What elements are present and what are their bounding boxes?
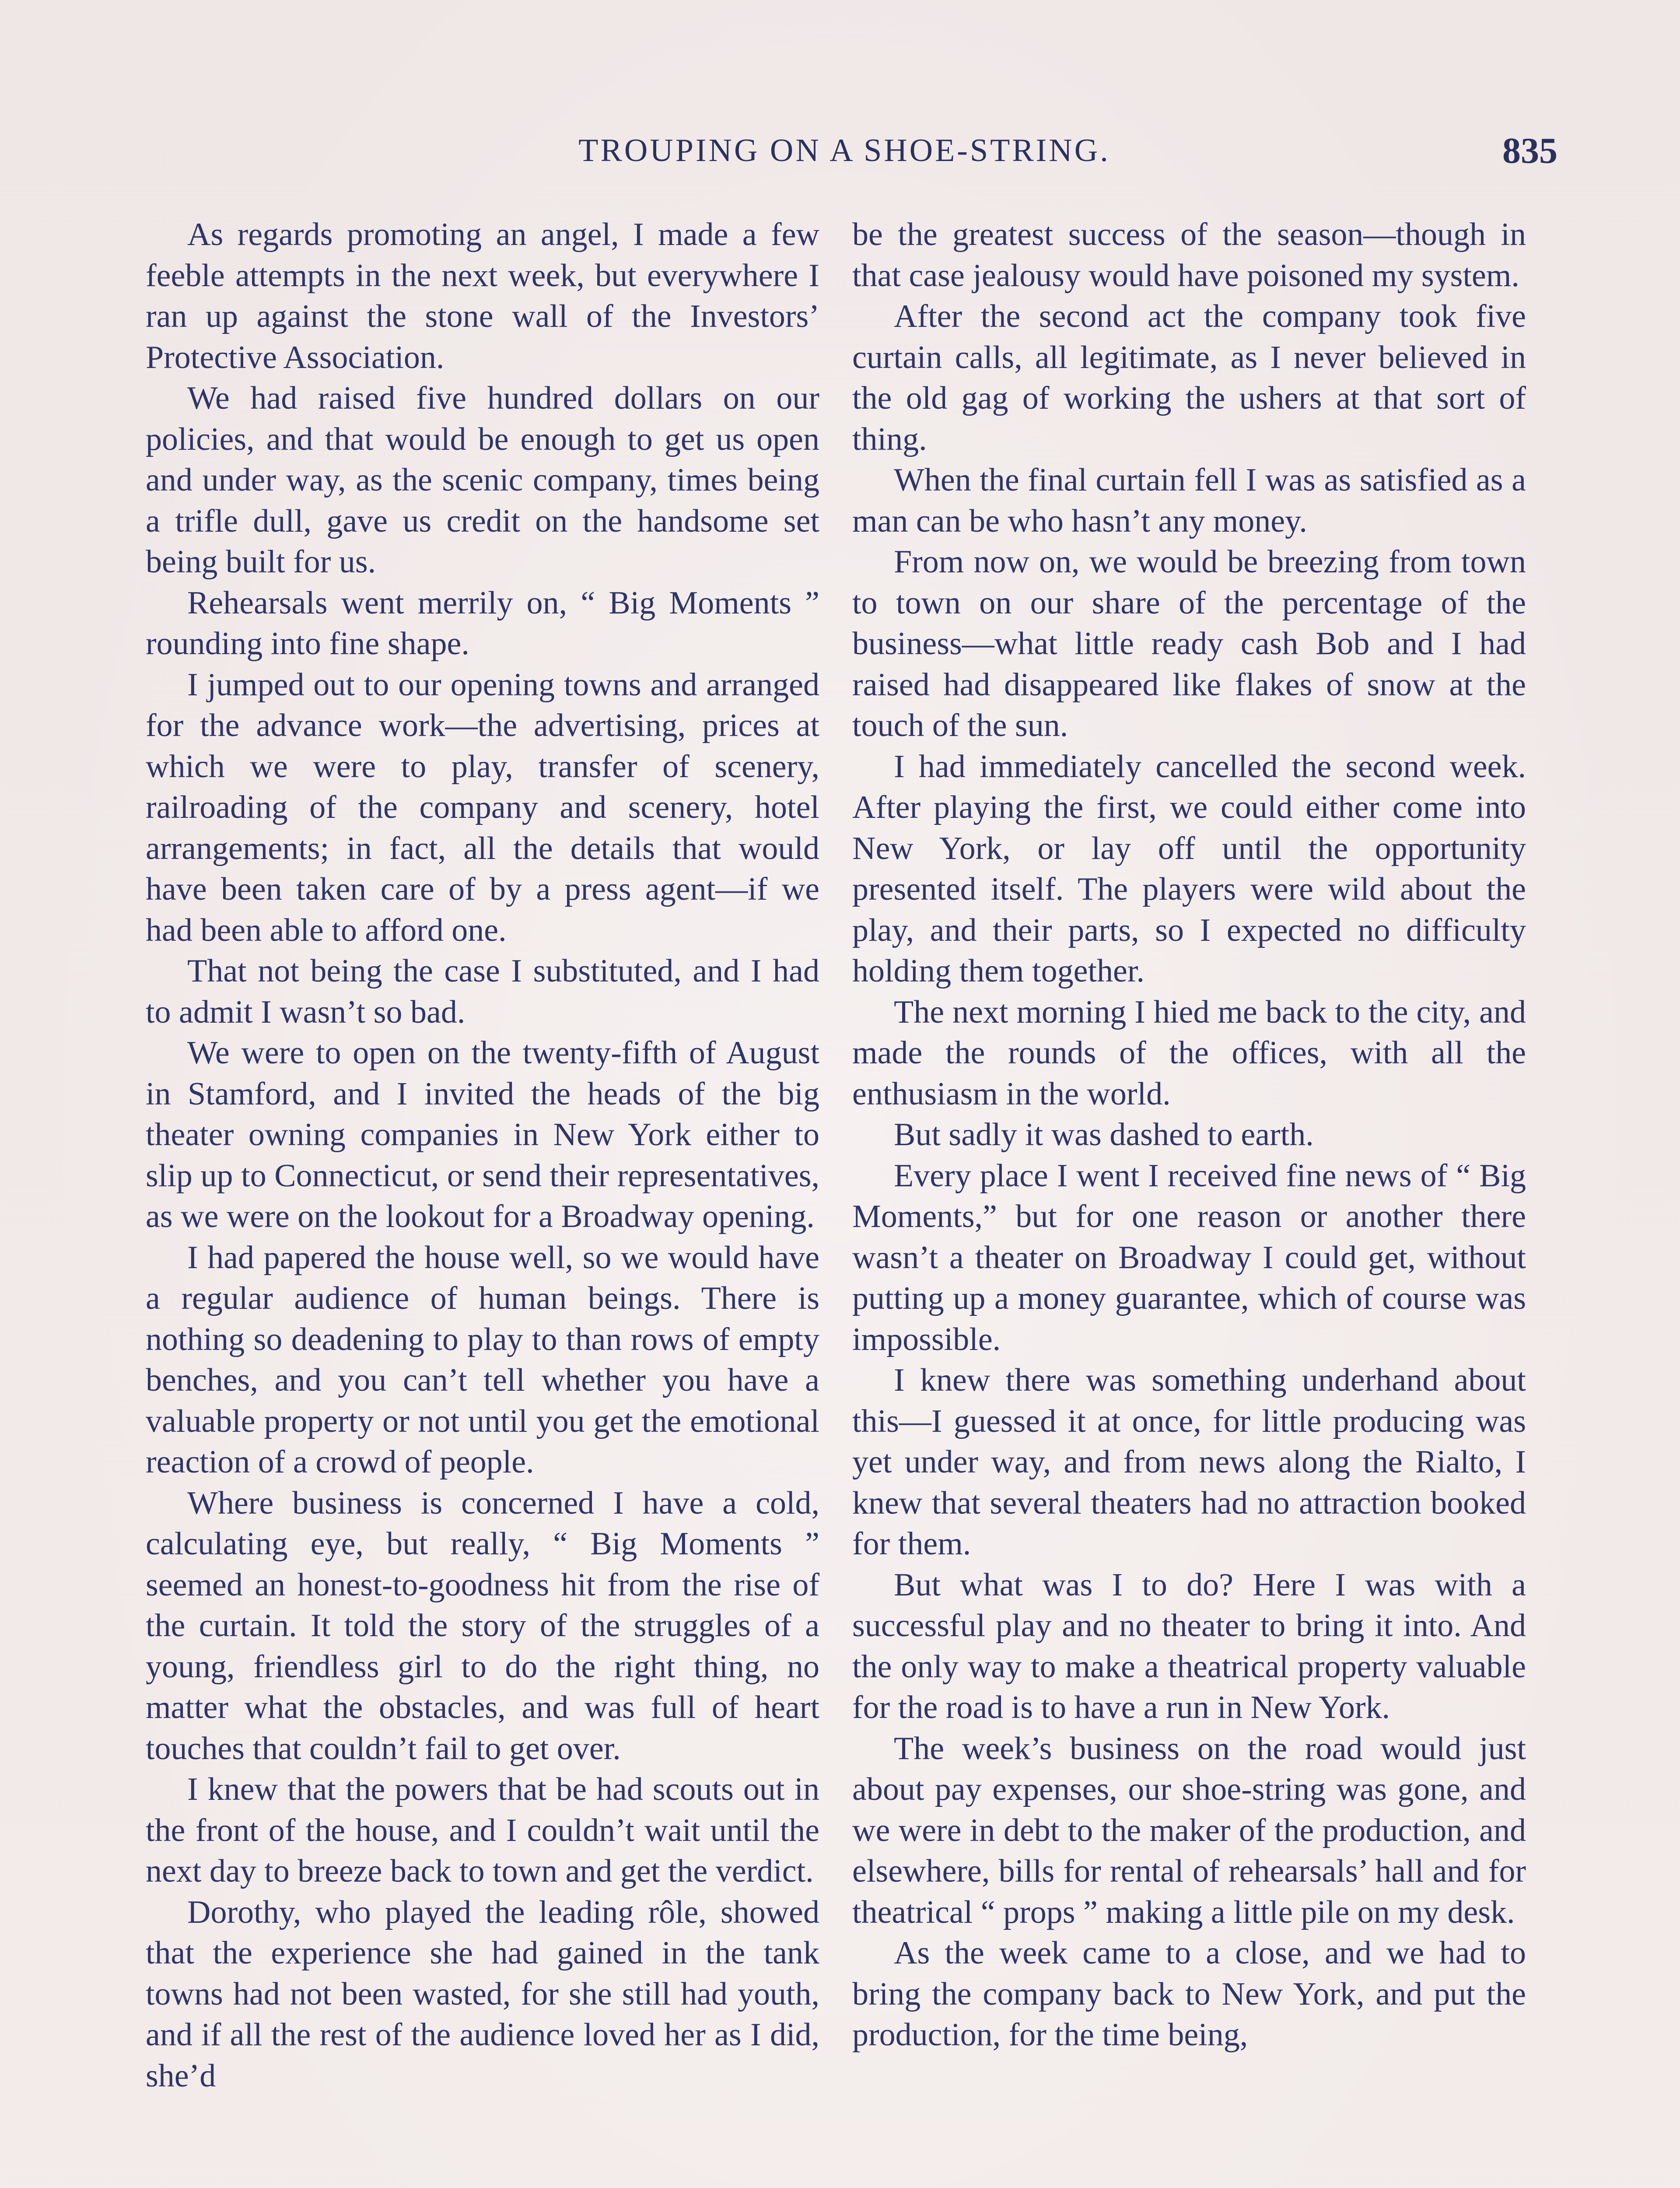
- paragraph: After the second act the company took five curtain calls, all legitimate, as I never believed in the old gag of working the ushers at that sort of thing.: [852, 298, 1526, 457]
- running-title: TROUPING ON A SHOE-STRING.: [578, 133, 1110, 168]
- paragraph: Rehearsals went merrily on, “ Big Moments ” rounding into fine shape.: [146, 585, 819, 662]
- paragraph: We were to open on the twenty-fifth of August in Stamford, and I invited the heads of the big theater owning companies in New York either to slip up to Connecticut, or send their representatives, as we were on the lookout for a Broadway opening.: [146, 1035, 819, 1234]
- paragraph: Every place I went I received fine news of “ Big Moments,” but for one reason or another there wasn’t a theater on Broadway I could get, without putting up a money guarantee, which of course was impossible.: [852, 1157, 1526, 1357]
- paragraph: I knew there was something underhand about this—I guessed it at once, for little producing was yet under way, and from news along the Rialto, I knew that several theaters had no attraction booked for them.: [852, 1362, 1526, 1562]
- paragraph: As regards promoting an angel, I made a few feeble attempts in the next week, but everywhere I ran up against the stone wall of the Investors’ Protective Association.: [146, 217, 819, 375]
- paragraph: I jumped out to our opening towns and arranged for the advance work—the advertising, prices at which we were to play, transfer of scenery, railroading of the company and scenery, hotel arrangements; in fact, all the details that would have been taken care of by a press agent—if we had been able to afford one.: [146, 666, 819, 948]
- page-header: [144, 130, 1558, 180]
- paragraph: I knew that the powers that be had scouts out in the front of the house, and I couldn’t wait until the next day to breeze back to town and get the verdict.: [146, 1771, 819, 1889]
- paragraph: I had immediately cancelled the second week. After playing the first, we could either come into New York, or lay off until the opportunity presented itself. The players were wild about the play, and their parts, so I expected no difficulty holding them together.: [852, 748, 1526, 989]
- paragraph: But what was I to do? Here I was with a successful play and no theater to bring it into. And the only way to make a theatrical property valuable for the road is to have a run in New York.: [852, 1567, 1526, 1725]
- page-number: 835: [1502, 130, 1558, 171]
- paragraph: I had papered the house well, so we would have a regular audience of human beings. There is nothing so deadening to play to than rows of empty benches, and you can’t tell whether you have a valuable property or not until you get the emotional reaction of a crowd of people.: [146, 1239, 819, 1480]
- paragraph: When the final curtain fell I was as satisfied as a man can be who hasn’t any money.: [852, 462, 1526, 539]
- paragraph: That not being the case I substituted, and I had to admit I wasn’t so bad.: [146, 953, 819, 1030]
- right-column: [852, 214, 1526, 2056]
- paragraph: As the week came to a close, and we had to bring the company back to New York, and put the production, for the time being,: [852, 1935, 1526, 2053]
- paragraph: But sadly it was dashed to earth.: [894, 1117, 1314, 1153]
- left-column: [146, 214, 819, 2097]
- paragraph: Dorothy, who played the leading rôle, showed that the experience she had gained in the tank towns had not been wasted, for she still had youth, and if all the rest of the audience loved her as I did, she’d: [146, 1894, 819, 2094]
- paragraph: We had raised five hundred dollars on our policies, and that would be enough to get us open and under way, as the scenic company, times being a trifle dull, gave us credit on the handsome set being built for us.: [146, 380, 819, 580]
- paragraph: The next morning I hied me back to the city, and made the rounds of the offices, with all the enthusiasm in the world.: [852, 994, 1526, 1112]
- paragraph-continued: be the greatest success of the season—though in that case jealousy would have poisoned my system.: [852, 217, 1526, 294]
- paragraph: The week’s business on the road would just about pay expenses, our shoe-string was gone, and we were in debt to the maker of the production, and elsewhere, bills for rental of rehearsals’ hall and for theatrical “ props ” making a little pile on my desk.: [852, 1730, 1526, 1930]
- paragraph: Where business is concerned I have a cold, calculating eye, but really, “ Big Moments ” seemed an honest-to-goodness hit from the rise of the curtain. It told the story of the struggles of a young, friendless girl to do the right thing, no matter what the obstacles, and was full of heart touches that couldn’t fail to get over.: [146, 1485, 819, 1767]
- paragraph: From now on, we would be breezing from town to town on our share of the percentage of the business—what little ready cash Bob and I had raised had disappeared like flakes of snow at the touch of the sun.: [852, 544, 1526, 743]
